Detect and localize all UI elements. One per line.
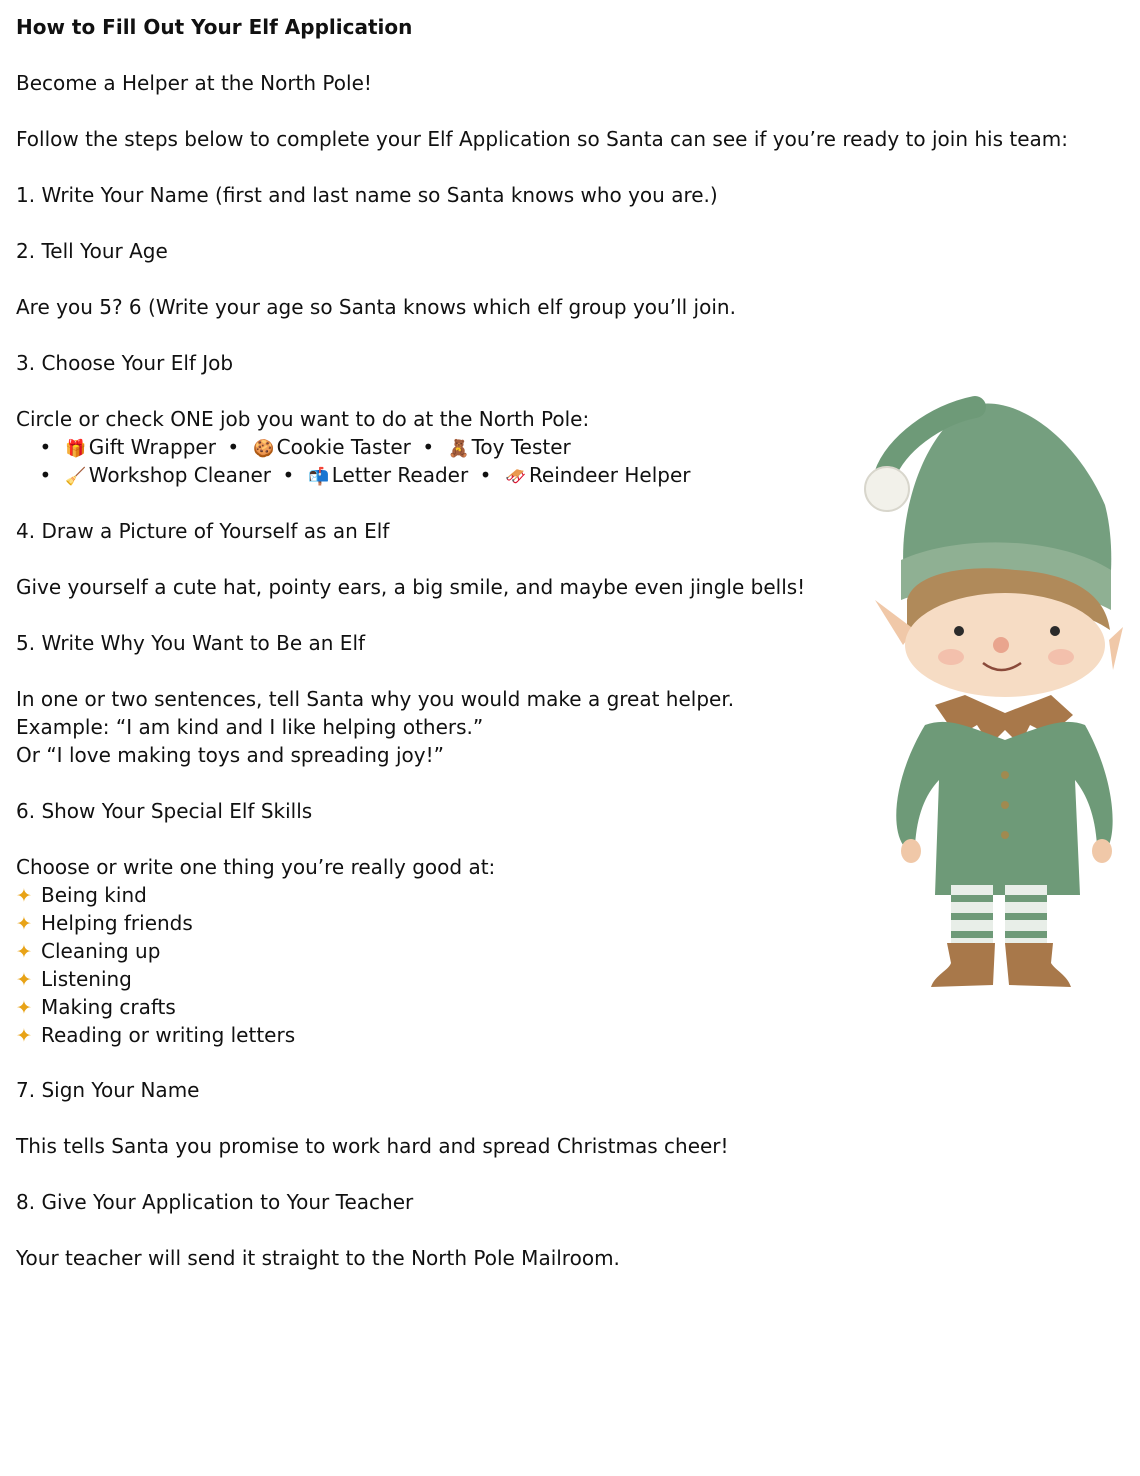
bullet: • xyxy=(39,463,52,487)
step-6-heading: 6. Show Your Special Elf Skills xyxy=(16,799,313,823)
step-8-heading: 8. Give Your Application to Your Teacher xyxy=(16,1190,414,1214)
job-option-gift-wrapper[interactable] xyxy=(63,433,216,463)
job-option-workshop-cleaner[interactable] xyxy=(63,461,271,491)
job-label: Workshop Cleaner xyxy=(88,463,272,487)
subtitle: Become a Helper at the North Pole! xyxy=(16,71,372,95)
job-label: Toy Tester xyxy=(471,435,571,459)
broom-icon: 🧹 xyxy=(65,467,87,487)
skill-label: Making crafts xyxy=(41,995,176,1019)
bullet: • xyxy=(422,435,435,459)
job-label: Letter Reader xyxy=(331,463,469,487)
step-1-heading: 1. Write Your Name (first and last name so Santa knows who you are.) xyxy=(16,183,718,207)
step-7-heading: 7. Sign Your Name xyxy=(16,1078,200,1102)
sled-icon: 🛷 xyxy=(505,467,527,487)
skill-item[interactable] xyxy=(16,881,147,910)
sparkle-icon: ✦ xyxy=(16,913,32,935)
mailbox-icon: 📬 xyxy=(308,467,330,487)
skill-item[interactable] xyxy=(16,937,160,966)
job-option-toy-tester[interactable] xyxy=(446,433,571,463)
step-6-text: Choose or write one thing you’re really good at: xyxy=(16,855,496,879)
step-5-example-1: Example: “I am kind and I like helping others.” xyxy=(16,715,484,739)
cookie-icon: 🍪 xyxy=(253,439,275,459)
step-4-text: Give yourself a cute hat, pointy ears, a big smile, and maybe even jingle bells! xyxy=(16,575,806,599)
teddy-bear-icon: 🧸 xyxy=(447,439,470,459)
job-option-cookie-taster[interactable] xyxy=(251,433,411,463)
skill-label: Being kind xyxy=(41,883,147,907)
skill-label: Cleaning up xyxy=(41,939,161,963)
step-4-heading: 4. Draw a Picture of Yourself as an Elf xyxy=(16,519,390,543)
gift-icon: 🎁 xyxy=(65,439,87,459)
step-3-text: Circle or check ONE job you want to do at the North Pole: xyxy=(16,407,590,431)
job-options-row-1 xyxy=(16,433,571,463)
sparkle-icon: ✦ xyxy=(16,885,32,907)
skill-item[interactable] xyxy=(16,1021,295,1050)
page-title: How to Fill Out Your Elf Application xyxy=(16,15,413,39)
step-5-example-2: Or “I love making toys and spreading joy!” xyxy=(16,743,444,767)
intro-text: Follow the steps below to complete your Elf Application so Santa can see if you’re ready to join his team: xyxy=(16,127,1069,151)
job-label: Reindeer Helper xyxy=(528,463,691,487)
job-label: Cookie Taster xyxy=(276,435,411,459)
skill-item[interactable] xyxy=(16,993,176,1022)
sparkle-icon: ✦ xyxy=(16,941,32,963)
step-7-text: This tells Santa you promise to work hard and spread Christmas cheer! xyxy=(16,1134,729,1158)
skill-label: Helping friends xyxy=(41,911,193,935)
job-option-letter-reader[interactable] xyxy=(306,461,468,491)
skill-item[interactable] xyxy=(16,909,193,938)
elf-illustration xyxy=(855,395,1135,995)
job-options-row-2 xyxy=(16,461,690,491)
skill-item[interactable] xyxy=(16,965,132,994)
bullet: • xyxy=(479,463,492,487)
bullet: • xyxy=(39,435,52,459)
step-8-text: Your teacher will send it straight to the North Pole Mailroom. xyxy=(16,1246,620,1270)
step-2-heading: 2. Tell Your Age xyxy=(16,239,168,263)
step-2-text: Are you 5? 6 (Write your age so Santa knows which elf group you’ll join. xyxy=(16,295,736,319)
bullet: • xyxy=(227,435,240,459)
job-option-reindeer-helper[interactable] xyxy=(503,461,691,491)
skill-label: Listening xyxy=(41,967,132,991)
step-5-heading: 5. Write Why You Want to Be an Elf xyxy=(16,631,366,655)
sparkle-icon: ✦ xyxy=(16,1025,32,1047)
step-3-heading: 3. Choose Your Elf Job xyxy=(16,351,234,375)
skill-label: Reading or writing letters xyxy=(41,1023,296,1047)
sparkle-icon: ✦ xyxy=(16,969,32,991)
job-label: Gift Wrapper xyxy=(88,435,216,459)
step-5-text: In one or two sentences, tell Santa why you would make a great helper. xyxy=(16,687,735,711)
sparkle-icon: ✦ xyxy=(16,997,32,1019)
bullet: • xyxy=(282,463,295,487)
